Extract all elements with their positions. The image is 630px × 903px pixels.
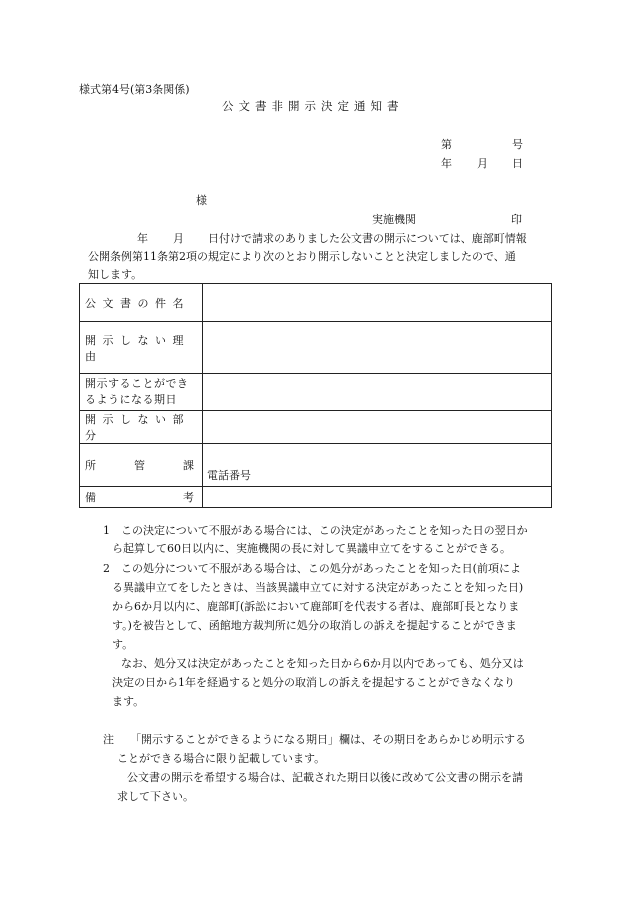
table-row <box>80 374 552 411</box>
table-row <box>80 284 552 322</box>
undisclosed-part-cell <box>203 411 552 444</box>
note-2-line-8: ます。 <box>112 695 145 708</box>
body-line-2: 公開条例第11条第2項の規定により次のとおり開示しないことと決定しましたので、通 <box>88 250 516 263</box>
footnote-line-3: 公文書の開示を希望する場合は、記載された期日以後に改めて公文書の開示を請 <box>127 771 523 784</box>
footnote-line-1: 「開示することができるようになる期日」欄は、その期日をあらかじめ明示する <box>130 733 526 746</box>
document-title: 公文書非開示決定通知書 <box>222 99 404 113</box>
note-2-line-5: す。 <box>112 638 134 651</box>
note-2-line-7: 決定の日から1年を経過すると処分の取消しの訴えを提起することができなくなり <box>112 676 515 689</box>
notice-table <box>79 283 552 508</box>
body-year: 年 <box>137 232 148 245</box>
table-row <box>80 444 552 487</box>
phone-number-label: 電話番号 <box>207 469 251 482</box>
document-name-cell <box>203 284 552 322</box>
body-line-1: 日付けで請求のありました公文書の開示については、鹿部町情報 <box>208 232 527 245</box>
department-cell <box>203 444 552 487</box>
number-go: 号 <box>512 138 523 151</box>
row-label-reason: 開示しない理由 <box>80 322 203 374</box>
note-2-line-6: なお、処分又は決定があったことを知った日から6か月以内であっても、処分又は <box>121 657 524 670</box>
table-row <box>80 411 552 444</box>
footnote-label: 注 <box>103 733 114 746</box>
footnote-line-2: ことができる場合に限り記載しています。 <box>117 752 326 765</box>
body-month: 月 <box>173 232 184 245</box>
date-year: 年 <box>441 157 452 170</box>
table-row <box>80 487 552 508</box>
note-1-number: 1 <box>103 524 110 537</box>
note-2-number: 2 <box>103 562 110 575</box>
date-day: 日 <box>512 157 523 170</box>
note-1-line-1: この決定について不服がある場合には、この決定があったことを知った日の翌日か <box>121 524 528 537</box>
date-month: 月 <box>477 157 488 170</box>
note-2-line-1: この処分について不服がある場合は、この処分があったことを知った日(前項によ <box>121 562 521 575</box>
row-label-disclosure-date: 開示することができ るようになる期日 <box>80 374 203 411</box>
table-row <box>80 322 552 374</box>
reason-cell <box>203 322 552 374</box>
note-2-line-4: す。)を被告として、函館地方裁判所に処分の取消しの訴えを提起することができま <box>112 619 517 632</box>
agency-label: 実施機関 <box>372 213 416 226</box>
disclosure-date-cell <box>203 374 552 411</box>
note-2-line-3: から6か月以内に、鹿部町(訴訟において鹿部町を代表する者は、鹿部町長となりま <box>112 600 520 613</box>
row-label-remarks: 備 考 <box>80 487 203 508</box>
row-label-department: 所 管 課 <box>80 444 203 487</box>
note-1-line-2: ら起算して60日以内に、実施機関の長に対して異議申立てをすることができる。 <box>112 542 511 555</box>
addressee-sama: 様 <box>196 194 207 207</box>
form-number: 様式第4号(第3条関係) <box>79 83 190 96</box>
row-label-document-name: 公文書の件名 <box>80 284 203 322</box>
body-line-3: 知します。 <box>88 268 143 281</box>
remarks-cell <box>203 487 552 508</box>
number-dai: 第 <box>441 138 452 151</box>
seal-mark: 印 <box>511 213 522 226</box>
note-2-line-2: る異議申立てをしたときは、当該異議申立てに対する決定があったことを知った日) <box>112 581 524 594</box>
row-label-undisclosed-part: 開示しない部分 <box>80 411 203 444</box>
footnote-line-4: 求して下さい。 <box>117 790 194 803</box>
